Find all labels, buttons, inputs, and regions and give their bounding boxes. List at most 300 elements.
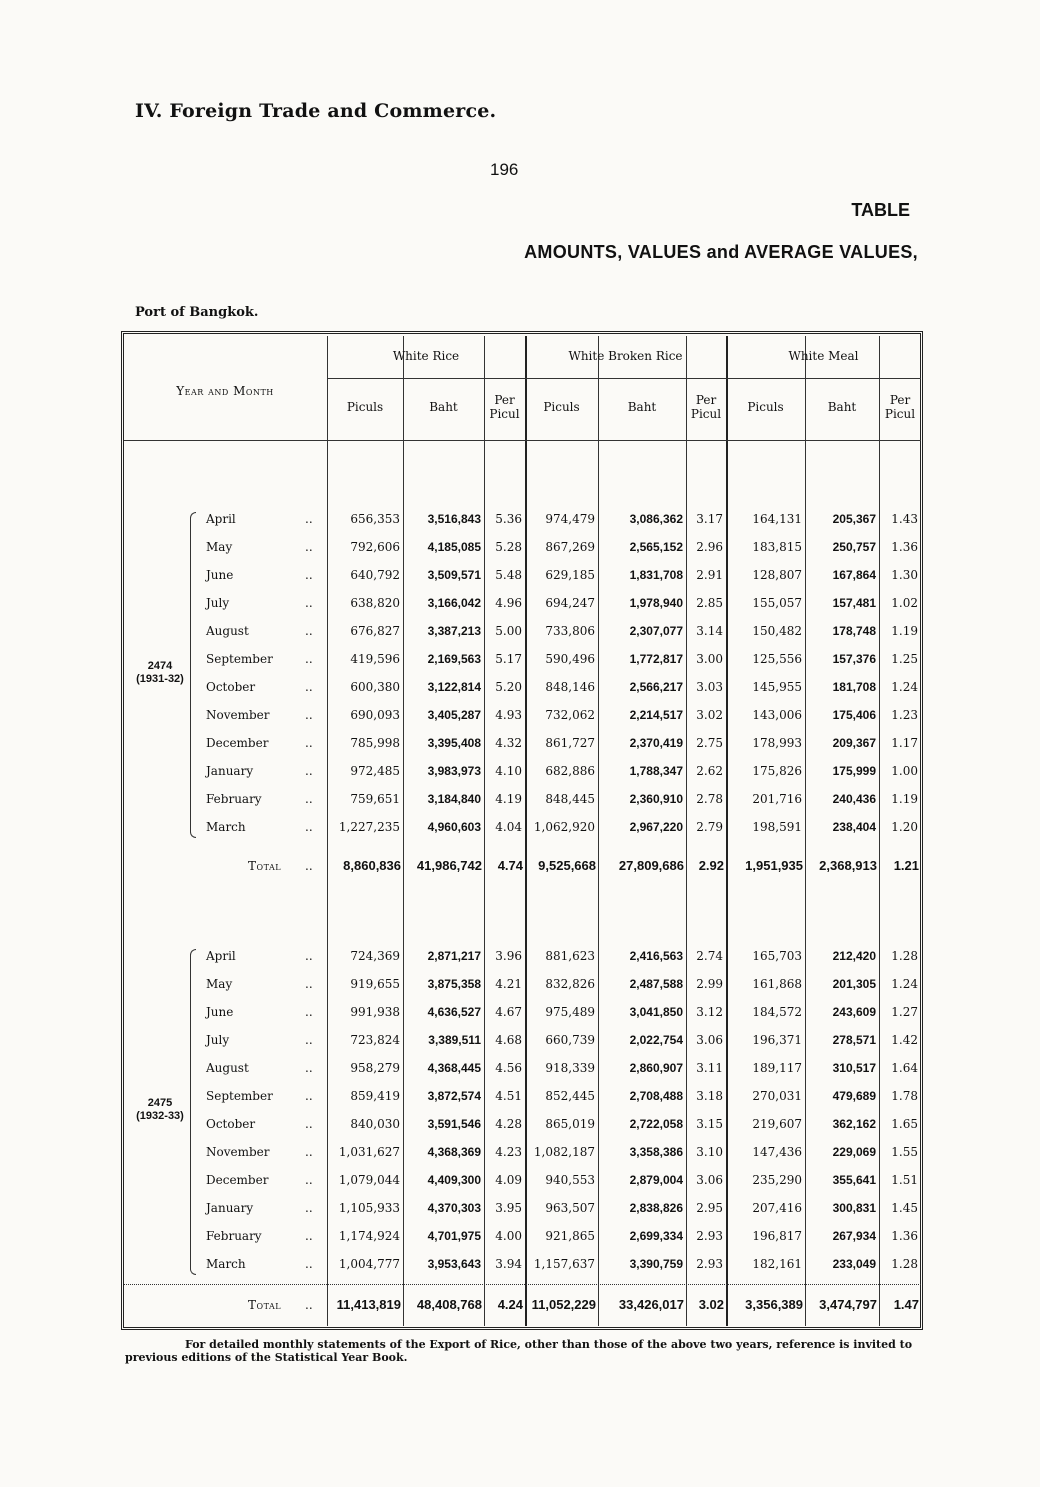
table-cell: 732,062 xyxy=(545,708,595,722)
table-cell: 143,006 xyxy=(752,708,802,722)
table-cell: 2,370,419 xyxy=(629,736,683,750)
total-cell: 1.47 xyxy=(893,1297,919,1312)
total-cell: 4.24 xyxy=(497,1297,523,1312)
table-cell: 161,868 xyxy=(752,977,802,991)
table-cell: 145,955 xyxy=(752,680,802,694)
table-cell: 1.78 xyxy=(891,1089,918,1103)
month-label: December xyxy=(206,1173,269,1187)
header-sub-piculs: Piculs xyxy=(543,400,580,414)
table-cell: 1,031,627 xyxy=(338,1145,400,1159)
table-cell: 2.62 xyxy=(696,764,723,778)
table-cell: 3,875,358 xyxy=(427,977,481,991)
total-cell: 1,951,935 xyxy=(745,858,803,873)
month-label: July xyxy=(206,596,230,610)
table-cell: 3.18 xyxy=(696,1089,723,1103)
table-cell: 1.64 xyxy=(891,1061,918,1075)
table-cell: 867,269 xyxy=(545,540,595,554)
table-cell: 2.95 xyxy=(696,1201,723,1215)
header-group-1: White Rice xyxy=(392,349,460,363)
month-label: November xyxy=(206,1145,270,1159)
table-cell: 1.19 xyxy=(891,792,918,806)
month-label: July xyxy=(206,1033,230,1047)
total-cell: 3,356,389 xyxy=(745,1297,803,1312)
table-cell: 4.09 xyxy=(495,1173,522,1187)
table-cell: 2.96 xyxy=(696,540,723,554)
table-cell: 267,934 xyxy=(832,1229,876,1243)
table-cell: 4.19 xyxy=(495,792,522,806)
table-cell: 235,290 xyxy=(752,1173,802,1187)
table-cell: 2,307,077 xyxy=(629,624,683,638)
footnote xyxy=(125,1338,935,1364)
table-cell: 3,389,511 xyxy=(428,1033,481,1047)
year-label xyxy=(125,660,195,686)
month-label: November xyxy=(206,708,270,722)
table-cell: 2,416,563 xyxy=(629,949,683,963)
table-cell: 3,395,408 xyxy=(427,736,481,750)
table-cell: 212,420 xyxy=(832,949,876,963)
table-cell: 3.15 xyxy=(696,1117,723,1131)
table-cell: 723,824 xyxy=(350,1033,400,1047)
table-cell: 4.28 xyxy=(495,1117,522,1131)
total-cell: 8,860,836 xyxy=(343,858,401,873)
table-cell: 2.99 xyxy=(696,977,723,991)
table-cell: 3,166,042 xyxy=(427,596,481,610)
table-cell: 4.67 xyxy=(495,1005,522,1019)
table-cell: 2.93 xyxy=(696,1257,723,1271)
table-cell: 792,606 xyxy=(350,540,400,554)
table-cell: 201,305 xyxy=(832,977,876,991)
table-cell: 1.24 xyxy=(891,977,918,991)
table-cell: 3,516,843 xyxy=(427,512,481,526)
table-cell: 1,105,933 xyxy=(338,1201,400,1215)
table-cell: 865,019 xyxy=(545,1117,595,1131)
table-cell: 1.45 xyxy=(891,1201,918,1215)
table-cell: 362,162 xyxy=(832,1117,876,1131)
table-cell: 682,886 xyxy=(545,764,595,778)
leader-dots: .. xyxy=(305,1229,313,1243)
month-label: August xyxy=(206,624,249,638)
table-cell: 183,815 xyxy=(752,540,802,554)
leader-dots: .. xyxy=(305,540,313,554)
table-cell: 974,479 xyxy=(545,512,595,526)
table-cell: 3,086,362 xyxy=(629,512,683,526)
table-cell: 4.96 xyxy=(495,596,522,610)
table-cell: 2,022,754 xyxy=(629,1033,683,1047)
header-sub-baht: Baht xyxy=(827,400,857,414)
table-cell: 759,651 xyxy=(350,792,400,806)
table-cell: 694,247 xyxy=(545,596,595,610)
total-cell: 4.74 xyxy=(497,858,523,873)
table-cell: 2.79 xyxy=(696,820,723,834)
table-cell: 2,838,826 xyxy=(629,1201,683,1215)
table-cell: 4.93 xyxy=(495,708,522,722)
table-cell: 3.94 xyxy=(495,1257,522,1271)
table-cell: 2,214,517 xyxy=(629,708,683,722)
table-cell: 2,565,152 xyxy=(629,540,683,554)
table-cell: 189,117 xyxy=(752,1061,802,1075)
table-cell: 205,367 xyxy=(832,512,876,526)
header-group-2: White Broken Rice xyxy=(568,349,683,363)
table-label: TABLE xyxy=(851,200,910,220)
section-heading: IV. Foreign Trade and Commerce. xyxy=(135,100,497,122)
table-cell: 238,404 xyxy=(832,820,876,834)
table-cell: 1,978,940 xyxy=(629,596,683,610)
table-cell: 167,864 xyxy=(832,568,876,582)
table-cell: 4.51 xyxy=(495,1089,522,1103)
leader-dots: .. xyxy=(305,624,313,638)
total-cell: 48,408,768 xyxy=(416,1297,482,1312)
leader-dots: .. xyxy=(305,1201,313,1215)
table-cell: 848,445 xyxy=(545,792,595,806)
table-cell: 178,993 xyxy=(752,736,802,750)
table-cell: 1,174,924 xyxy=(338,1229,400,1243)
header-group-3: White Meal xyxy=(788,349,859,363)
table-cell: 590,496 xyxy=(545,652,595,666)
month-label: December xyxy=(206,736,269,750)
table-cell: 940,553 xyxy=(545,1173,595,1187)
leader-dots: .. xyxy=(305,977,313,991)
column-rule xyxy=(403,336,404,1326)
table-cell: 5.48 xyxy=(495,568,522,582)
table-cell: 1.19 xyxy=(891,624,918,638)
month-label: February xyxy=(206,792,262,806)
table-cell: 209,367 xyxy=(832,736,876,750)
month-label: April xyxy=(206,949,236,963)
table-cell: 182,161 xyxy=(752,1257,802,1271)
leader-dots: .. xyxy=(305,820,313,834)
table-cell: 2,169,563 xyxy=(427,652,481,666)
table-cell: 5.20 xyxy=(495,680,522,694)
table-cell: 207,416 xyxy=(752,1201,802,1215)
year-value: 2474 xyxy=(147,660,173,672)
table-cell: 2,967,220 xyxy=(629,820,683,834)
table-cell: 2,566,217 xyxy=(629,680,683,694)
table-cell: 3,387,213 xyxy=(427,624,481,638)
table-cell: 991,938 xyxy=(350,1005,400,1019)
table-cell: 355,641 xyxy=(832,1173,876,1187)
table-cell: 2.74 xyxy=(696,949,723,963)
table-cell: 963,507 xyxy=(545,1201,595,1215)
table-cell: 219,607 xyxy=(752,1117,802,1131)
table-cell: 4.56 xyxy=(495,1061,522,1075)
table-cell: 201,716 xyxy=(752,792,802,806)
leader-dots: .. xyxy=(305,708,313,722)
total-rule xyxy=(124,1284,921,1285)
table-cell: 2,699,334 xyxy=(629,1229,683,1243)
header-group-rule xyxy=(327,378,921,379)
table-cell: 2,487,588 xyxy=(629,977,683,991)
column-rule xyxy=(484,336,485,1326)
total-cell: 11,052,229 xyxy=(531,1297,596,1312)
table-subtitle: AMOUNTS, VALUES and AVERAGE VALUES, xyxy=(524,242,918,262)
table-cell: 3.96 xyxy=(495,949,522,963)
year-value: 2475 xyxy=(147,1097,173,1109)
table-cell: 147,436 xyxy=(752,1145,802,1159)
header-sub-per-picul: Per Picul xyxy=(489,393,520,421)
table-cell: 1.24 xyxy=(891,680,918,694)
table-cell: 4,368,445 xyxy=(427,1061,481,1075)
month-label: April xyxy=(206,512,236,526)
table-cell: 3,983,973 xyxy=(427,764,481,778)
table-cell: 656,353 xyxy=(350,512,400,526)
table-cell: 2.75 xyxy=(696,736,723,750)
table-cell: 150,482 xyxy=(752,624,802,638)
table-cell: 3.06 xyxy=(696,1033,723,1047)
leader-dots: .. xyxy=(305,1089,313,1103)
table-cell: 1.55 xyxy=(891,1145,918,1159)
table-cell: 1,788,347 xyxy=(629,764,683,778)
table-cell: 196,817 xyxy=(752,1229,802,1243)
table-cell: 1.36 xyxy=(891,1229,918,1243)
table-cell: 918,339 xyxy=(545,1061,595,1075)
table-cell: 4,701,975 xyxy=(427,1229,481,1243)
table-cell: 278,571 xyxy=(832,1033,876,1047)
table-cell: 1.00 xyxy=(891,764,918,778)
table-cell: 4.04 xyxy=(495,820,522,834)
total-cell: 27,809,686 xyxy=(618,858,684,873)
table-cell: 1.36 xyxy=(891,540,918,554)
table-cell: 975,489 xyxy=(545,1005,595,1019)
table-cell: 128,807 xyxy=(752,568,802,582)
month-label: May xyxy=(206,540,233,554)
table-cell: 2,722,058 xyxy=(629,1117,683,1131)
table-cell: 2,879,004 xyxy=(629,1173,683,1187)
table-cell: 640,792 xyxy=(350,568,400,582)
table-cell: 861,727 xyxy=(545,736,595,750)
table-cell: 5.17 xyxy=(495,652,522,666)
table-cell: 2.91 xyxy=(696,568,723,582)
table-cell: 4.23 xyxy=(495,1145,522,1159)
table-cell: 184,572 xyxy=(752,1005,802,1019)
column-rule xyxy=(726,336,728,1326)
table-cell: 4,409,300 xyxy=(427,1173,481,1187)
total-cell: 2,368,913 xyxy=(819,858,877,873)
table-cell: 310,517 xyxy=(832,1061,876,1075)
table-cell: 629,185 xyxy=(545,568,595,582)
column-rule xyxy=(879,336,880,1326)
month-label: September xyxy=(206,652,273,666)
month-label: October xyxy=(206,680,256,694)
leader-dots: .. xyxy=(305,949,313,963)
table-cell: 4.32 xyxy=(495,736,522,750)
leader-dots: .. xyxy=(305,1173,313,1187)
table-cell: 2.78 xyxy=(696,792,723,806)
table-cell: 3,953,643 xyxy=(427,1257,481,1271)
year-range: (1932-33) xyxy=(136,1110,184,1122)
table-cell: 233,049 xyxy=(832,1257,876,1271)
leader-dots: .. xyxy=(305,596,313,610)
table-cell: 921,865 xyxy=(545,1229,595,1243)
month-label: June xyxy=(206,568,234,582)
table-cell: 1.23 xyxy=(891,708,918,722)
table-cell: 972,485 xyxy=(350,764,400,778)
month-label: October xyxy=(206,1117,256,1131)
table-cell: 1.20 xyxy=(891,820,918,834)
table-cell: 2,871,217 xyxy=(427,949,481,963)
table-cell: 4,636,527 xyxy=(427,1005,481,1019)
total-cell: 9,525,668 xyxy=(538,858,596,873)
table-cell: 198,591 xyxy=(752,820,802,834)
table-cell: 3,041,850 xyxy=(629,1005,683,1019)
column-rule xyxy=(805,336,806,1326)
table-cell: 175,406 xyxy=(832,708,876,722)
header-sub-baht: Baht xyxy=(429,400,458,414)
month-label: May xyxy=(206,977,233,991)
table-cell: 4.68 xyxy=(495,1033,522,1047)
total-cell: 33,426,017 xyxy=(618,1297,684,1312)
table-cell: 250,757 xyxy=(832,540,876,554)
month-label: March xyxy=(206,820,246,834)
leader-dots: .. xyxy=(305,736,313,750)
table-cell: 1,157,637 xyxy=(533,1257,595,1271)
table-cell: 196,371 xyxy=(752,1033,802,1047)
table-cell: 3.11 xyxy=(696,1061,723,1075)
leader-dots: .. xyxy=(305,680,313,694)
table-cell: 2.85 xyxy=(696,596,723,610)
table-cell: 3,122,814 xyxy=(427,680,481,694)
table-cell: 3,390,759 xyxy=(629,1257,683,1271)
table-cell: 4.21 xyxy=(495,977,522,991)
leader-dots: .. xyxy=(305,859,313,873)
table-cell: 1.43 xyxy=(891,512,918,526)
table-cell: 600,380 xyxy=(350,680,400,694)
table-cell: 5.28 xyxy=(495,540,522,554)
month-label: June xyxy=(206,1005,234,1019)
table-cell: 4,370,303 xyxy=(427,1201,481,1215)
table-cell: 1,772,817 xyxy=(629,652,683,666)
table-cell: 5.36 xyxy=(495,512,522,526)
total-cell: 1.21 xyxy=(893,858,919,873)
month-label: August xyxy=(206,1061,249,1075)
table-cell: 881,623 xyxy=(545,949,595,963)
header-sub-per-picul: Per Picul xyxy=(884,393,916,421)
table-cell: 4,185,085 xyxy=(427,540,481,554)
header-sub-per-picul: Per Picul xyxy=(690,393,722,421)
table-cell: 243,609 xyxy=(832,1005,876,1019)
column-rule xyxy=(598,336,599,1326)
table-cell: 2,860,907 xyxy=(629,1061,683,1075)
table-cell: 181,708 xyxy=(832,680,876,694)
table-cell: 178,748 xyxy=(832,624,876,638)
table-cell: 848,146 xyxy=(545,680,595,694)
footnote-text: For detailed monthly statements of the Export of Rice, other than those of the above two years, reference is invited to previous editions of the Statistical Year Book. xyxy=(125,1338,913,1364)
year-range: (1931-32) xyxy=(136,673,184,685)
table-cell: 1.51 xyxy=(891,1173,918,1187)
total-cell: 41,986,742 xyxy=(416,858,482,873)
table-cell: 840,030 xyxy=(350,1117,400,1131)
month-label: February xyxy=(206,1229,262,1243)
table-cell: 1.42 xyxy=(891,1033,918,1047)
table-cell: 1,831,708 xyxy=(629,568,683,582)
header-sub-piculs: Piculs xyxy=(747,400,784,414)
table-cell: 1.28 xyxy=(891,949,918,963)
total-label: Total xyxy=(248,859,282,873)
table-cell: 419,596 xyxy=(350,652,400,666)
table-cell: 3.00 xyxy=(696,652,723,666)
table-cell: 3,509,571 xyxy=(427,568,481,582)
leader-dots: .. xyxy=(305,792,313,806)
leader-dots: .. xyxy=(305,1033,313,1047)
header-year-month: Year and Month xyxy=(176,384,274,398)
month-label: January xyxy=(206,764,254,778)
table-cell: 165,703 xyxy=(752,949,802,963)
table-cell: 3.02 xyxy=(696,708,723,722)
table-cell: 1.28 xyxy=(891,1257,918,1271)
leader-dots: .. xyxy=(305,568,313,582)
leader-dots: .. xyxy=(305,764,313,778)
table-cell: 785,998 xyxy=(350,736,400,750)
table-cell: 229,069 xyxy=(832,1145,876,1159)
total-cell: 3,474,797 xyxy=(819,1297,877,1312)
table-cell: 157,481 xyxy=(832,596,876,610)
table-cell: 4.00 xyxy=(495,1229,522,1243)
table-cell: 676,827 xyxy=(350,624,400,638)
table-cell: 3,405,287 xyxy=(427,708,481,722)
leader-dots: .. xyxy=(305,512,313,526)
table-cell: 157,376 xyxy=(832,652,876,666)
table-cell: 3.17 xyxy=(696,512,723,526)
header-bottom-rule xyxy=(124,440,921,441)
table-cell: 724,369 xyxy=(350,949,400,963)
port-label: Port of Bangkok. xyxy=(135,305,259,320)
leader-dots: .. xyxy=(305,1061,313,1075)
table-cell: 3.06 xyxy=(696,1173,723,1187)
table-cell: 3.12 xyxy=(696,1005,723,1019)
table-cell: 2,708,488 xyxy=(629,1089,683,1103)
year-label xyxy=(125,1097,195,1123)
table-cell: 3.95 xyxy=(495,1201,522,1215)
table-cell: 1.27 xyxy=(891,1005,918,1019)
table-cell: 638,820 xyxy=(350,596,400,610)
leader-dots: .. xyxy=(305,652,313,666)
table-cell: 4.10 xyxy=(495,764,522,778)
total-label: Total xyxy=(248,1298,282,1312)
table-cell: 3.10 xyxy=(696,1145,723,1159)
column-rule xyxy=(525,336,527,1326)
table-cell: 690,093 xyxy=(350,708,400,722)
table-cell: 4,368,369 xyxy=(427,1145,481,1159)
table-cell: 660,739 xyxy=(545,1033,595,1047)
table-cell: 852,445 xyxy=(545,1089,595,1103)
header-sub-baht: Baht xyxy=(627,400,657,414)
table-cell: 240,436 xyxy=(832,792,876,806)
table-cell: 1,079,044 xyxy=(338,1173,400,1187)
total-cell: 3.02 xyxy=(698,1297,724,1312)
table-cell: 958,279 xyxy=(350,1061,400,1075)
table-cell: 1.02 xyxy=(891,596,918,610)
leader-dots: .. xyxy=(305,1298,313,1312)
table-cell: 733,806 xyxy=(545,624,595,638)
leader-dots: .. xyxy=(305,1145,313,1159)
column-rule xyxy=(686,336,687,1326)
table-cell: 2,360,910 xyxy=(629,792,683,806)
table-cell: 1.65 xyxy=(891,1117,918,1131)
table-cell: 3.14 xyxy=(696,624,723,638)
table-cell: 270,031 xyxy=(752,1089,802,1103)
table-cell: 1,082,187 xyxy=(533,1145,595,1159)
table-cell: 5.00 xyxy=(495,624,522,638)
total-cell: 2.92 xyxy=(698,858,724,873)
table-cell: 832,826 xyxy=(545,977,595,991)
total-cell: 11,413,819 xyxy=(336,1297,401,1312)
table-cell: 175,999 xyxy=(832,764,876,778)
table-cell: 164,131 xyxy=(752,512,802,526)
page-number: 196 xyxy=(490,160,519,179)
table-cell: 1.25 xyxy=(891,652,918,666)
table-cell: 1,227,235 xyxy=(338,820,400,834)
table-cell: 1.30 xyxy=(891,568,918,582)
leader-dots: .. xyxy=(305,1257,313,1271)
